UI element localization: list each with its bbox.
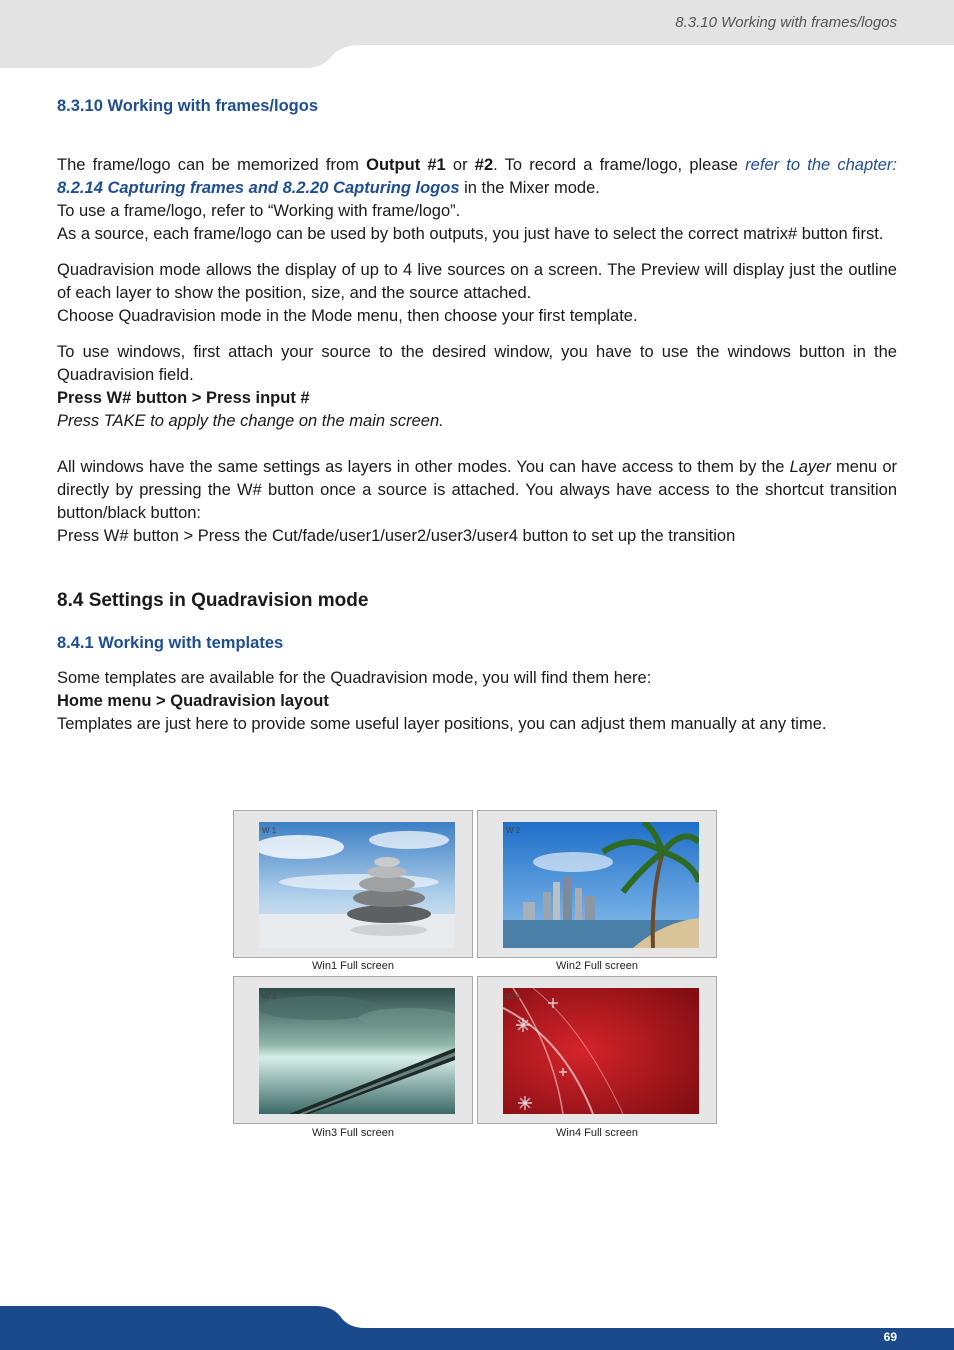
footer-band: [0, 1300, 954, 1350]
page-number: 69: [883, 1330, 897, 1344]
section-8310-heading: 8.3.10 Working with frames/logos: [57, 97, 319, 115]
stacked-stones-image: [259, 822, 455, 948]
instruction-press-w-button: Press W# button > Press input #: [57, 389, 310, 407]
paragraph-window-settings: All windows have the same settings as layers in other modes. You can have access to them by the Layer menu or directly by pressing the W# button once a source is attached. You always have access to the shortcut transition button/black button:: [57, 458, 897, 522]
header-band: [0, 0, 954, 70]
red-snowflake-image: [503, 988, 699, 1114]
window-2-caption: Win2 Full screen: [556, 960, 638, 972]
window-2-preview: [477, 810, 717, 958]
window-3-label: W 3: [262, 992, 277, 1001]
section-841-heading: 8.4.1 Working with templates: [57, 634, 284, 652]
paragraph-use-windows: To use windows, first attach your source to the desired window, you have to use the windows button in the Quadravision field.: [57, 343, 897, 384]
paragraph-source-outputs: As a source, each frame/logo can be used by both outputs, you just have to select the correct matrix# button first.: [57, 225, 884, 243]
window-1-label: W 1: [262, 826, 277, 835]
instruction-home-menu: Home menu > Quadravision layout: [57, 692, 329, 710]
window-3-preview: [233, 976, 473, 1124]
window-4-preview: [477, 976, 717, 1124]
window-3-caption: Win3 Full screen: [312, 1127, 394, 1139]
instruction-press-take: Press TAKE to apply the change on the main screen.: [57, 412, 444, 430]
running-header-title: 8.3.10 Working with frames/logos: [675, 14, 897, 31]
paragraph-templates-adjust: Templates are just here to provide some useful layer positions, you can adjust them manually at any time.: [57, 715, 827, 733]
paragraph-record-frame: The frame/logo can be memorized from Output #1 or #2. To record a frame/logo, please refer to the chapter: 8.2.14 Capturing frames and 8.2.20 Capturing logos in the Mixer mode.: [57, 156, 897, 197]
instruction-transition: Press W# button > Press the Cut/fade/user1/user2/user3/user4 button to set up the transition: [57, 527, 736, 545]
paragraph-quadravision-intro: Quadravision mode allows the display of up to 4 live sources on a screen. The Preview will display just the outline of each layer to show the position, size, and the source attached.: [57, 261, 897, 302]
section-84-heading: 8.4 Settings in Quadravision mode: [57, 590, 369, 611]
window-1-preview: [233, 810, 473, 958]
page-content: [57, 95, 897, 736]
window-4-caption: Win4 Full screen: [556, 1127, 638, 1139]
window-4-label: W 4: [506, 992, 521, 1001]
window-2-label: W 2: [506, 826, 521, 835]
sea-film-image: [259, 988, 455, 1114]
paragraph-choose-mode: Choose Quadravision mode in the Mode menu, then choose your first template.: [57, 307, 638, 325]
chapter-reference-bold: 8.2.14 Capturing frames and 8.2.20 Capturing logos: [57, 179, 460, 197]
paragraph-use-frame: To use a frame/logo, refer to “Working with frame/logo”.: [57, 202, 461, 220]
paragraph-templates-available: Some templates are available for the Quadravision mode, you will find them here:: [57, 669, 652, 687]
city-palm-image: [503, 822, 699, 948]
window-1-caption: Win1 Full screen: [312, 960, 394, 972]
chapter-reference: refer to the chapter:: [745, 156, 897, 174]
